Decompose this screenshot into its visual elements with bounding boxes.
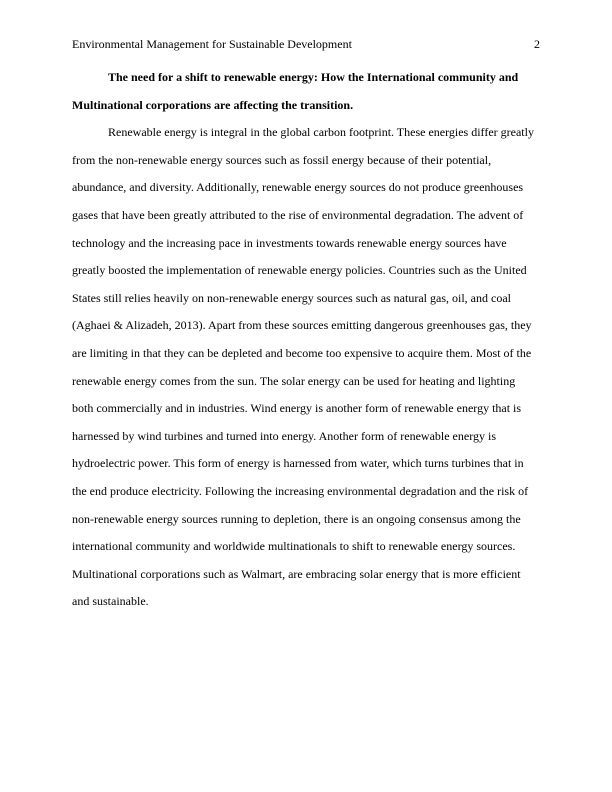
page-number: 2 (534, 37, 540, 51)
paragraph-line: (Aghaei & Alizadeh, 2013). Apart from these sources emitting dangerous greenhouses gas, they (72, 318, 532, 333)
body-paragraph (72, 119, 540, 616)
title-line: Multinational corporations are affecting the transition. (72, 97, 354, 112)
document-body (72, 64, 540, 616)
paragraph-line: are limiting in that they can be depleted and become too expensive to acquire them. Most of the (72, 345, 532, 360)
paragraph-line: the end produce electricity. Following the increasing environmental degradation and the risk of (72, 483, 529, 498)
paragraph-line: both commercially and in industries. Wind energy is another form of renewable energy that is (72, 401, 522, 416)
running-head-title: Environmental Management for Sustainable Development (72, 37, 352, 51)
paragraph-line: gases that have been greatly attributed to the rise of environmental degradation. The advent of (72, 207, 524, 222)
running-header (72, 36, 540, 52)
paragraph-line: technology and the increasing pace in investments towards renewable energy sources have (72, 235, 507, 250)
paragraph-line: abundance, and diversity. Additionally, renewable energy sources do not produce greenhouses (72, 180, 524, 195)
paragraph-line: harnessed by wind turbines and turned into energy. Another form of renewable energy is (72, 428, 496, 443)
paragraph-line: renewable energy comes from the sun. The solar energy can be used for heating and lighting (72, 373, 516, 388)
paragraph-line: international community and worldwide multinationals to shift to renewable energy sources. (72, 539, 516, 554)
title-line: The need for a shift to renewable energy: How the International community and (108, 70, 519, 84)
paragraph-line: non-renewable energy sources running to depletion, there is an ongoing consensus among the (72, 511, 521, 526)
paragraph-line: and sustainable. (72, 594, 149, 609)
paragraph-line: hydroelectric power. This form of energy is harnessed from water, which turns turbines that in (72, 456, 524, 471)
paragraph-line: States still relies heavily on non-renewable energy sources such as natural gas, oil, and coal (72, 290, 511, 305)
paragraph-line: from the non-renewable energy sources such as fossil energy because of their potential, (72, 152, 492, 167)
document-title (72, 64, 540, 119)
paragraph-line: greatly boosted the implementation of renewable energy policies. Countries such as the United (72, 263, 527, 278)
paragraph-line: Multinational corporations such as Walmart, are embracing solar energy that is more efficient (72, 566, 521, 581)
paragraph-line: Renewable energy is integral in the global carbon footprint. These energies differ greatly (108, 125, 534, 140)
